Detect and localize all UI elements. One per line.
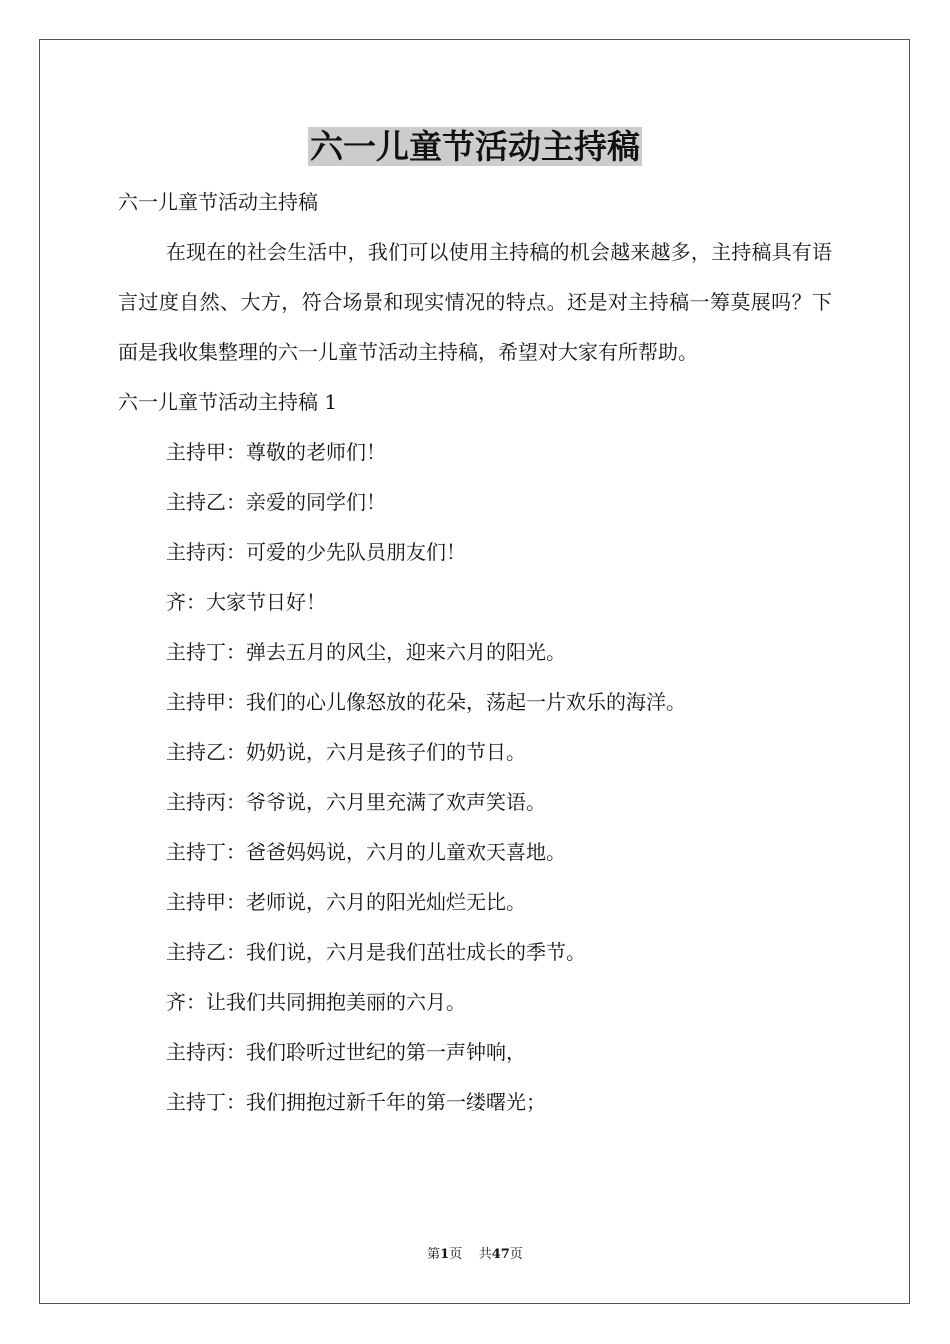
script-line: 主持丁：弹去五月的风尘，迎来六月的阳光。 (166, 640, 566, 664)
page-footer (0, 1245, 950, 1265)
section-heading: 六一儿童节活动主持稿 1 (118, 390, 338, 414)
footer-total-prefix: 共 (478, 1247, 492, 1262)
footer-total-pages: 47 (491, 1247, 510, 1262)
footer-page-number: 1 (440, 1247, 450, 1262)
script-line: 主持甲：我们的心儿像怒放的花朵，荡起一片欢乐的海洋。 (166, 690, 686, 714)
script-line: 主持丁：我们拥抱过新千年的第一缕曙光； (166, 1090, 546, 1114)
script-line: 齐：大家节日好！ (166, 590, 326, 614)
script-line: 主持丙：爷爷说，六月里充满了欢声笑语。 (166, 790, 546, 814)
script-line: 主持乙：奶奶说，六月是孩子们的节日。 (166, 740, 526, 764)
script-line: 主持乙：亲爱的同学们！ (166, 490, 386, 514)
document-subtitle: 六一儿童节活动主持稿 (118, 190, 318, 214)
document-title-text: 六一儿童节活动主持稿 (310, 127, 640, 166)
script-line: 齐：让我们共同拥抱美丽的六月。 (166, 990, 466, 1014)
footer-page-suffix: 页 (449, 1247, 463, 1262)
script-line: 主持丙：可爱的少先队员朋友们！ (166, 540, 466, 564)
script-line: 主持丙：我们聆听过世纪的第一声钟响， (166, 1040, 526, 1064)
script-line: 主持甲：老师说，六月的阳光灿烂无比。 (166, 890, 526, 914)
footer-total-suffix: 页 (509, 1247, 523, 1262)
script-line: 主持乙：我们说，六月是我们茁壮成长的季节。 (166, 940, 586, 964)
footer-page-prefix: 第 (427, 1247, 441, 1262)
script-line: 主持丁：爸爸妈妈说，六月的儿童欢天喜地。 (166, 840, 566, 864)
document-title (0, 124, 950, 170)
document-body (118, 177, 832, 1127)
script-line: 主持甲：尊敬的老师们！ (166, 440, 386, 464)
intro-paragraph: 在现在的社会生活中，我们可以使用主持稿的机会越来越多，主持稿具有语言过度自然、大方，符合场景和现实情况的特点。还是对主持稿一筹莫展吗？下面是我收集整理的六一儿童节活动主持稿，希望对大家有所帮助。 (118, 240, 832, 364)
